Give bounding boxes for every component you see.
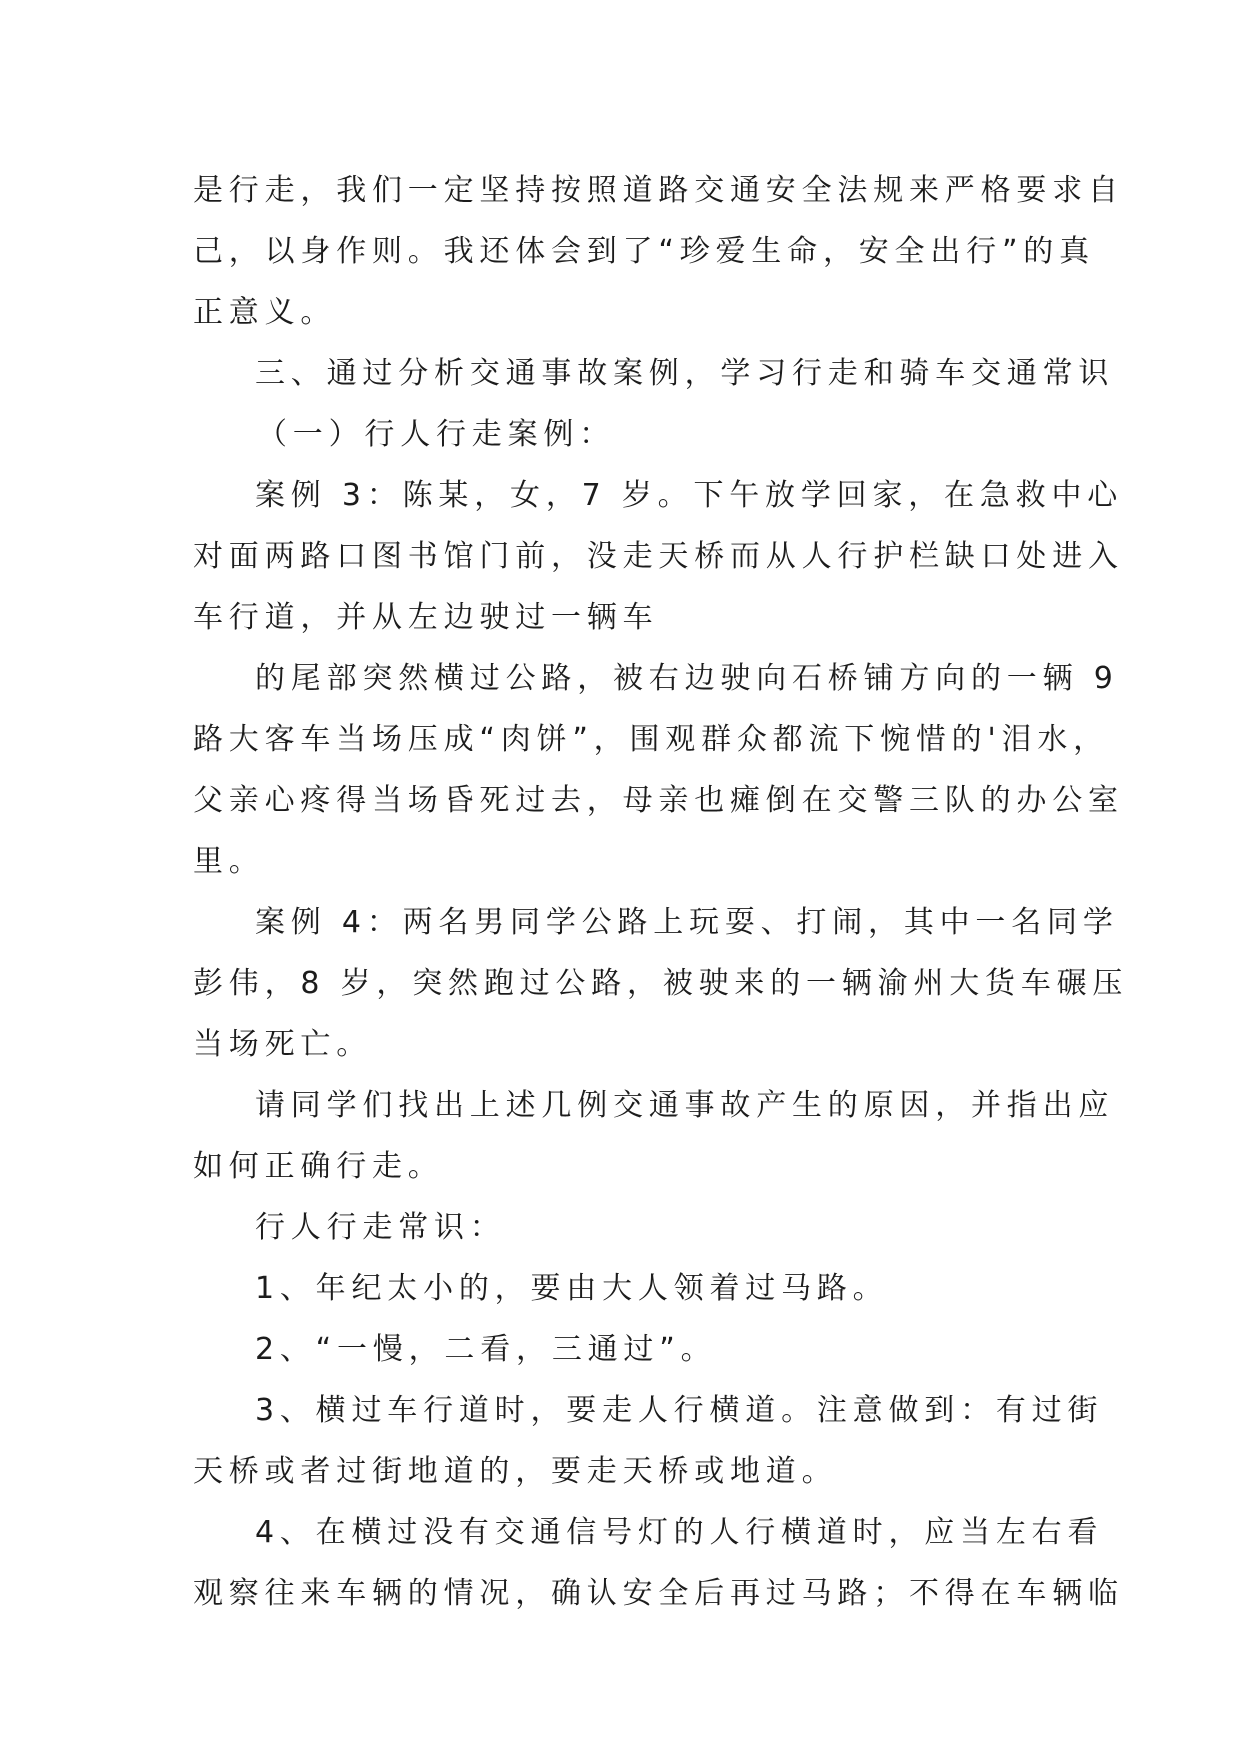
text-line: 彭伟，8 岁，突然跑过公路，被驶来的一辆渝州大货车碾压 — [193, 966, 1129, 1001]
text-line: 对面两路口图书馆门前，没走天桥而从人行护栏缺口处进入 — [193, 539, 1124, 574]
text-line: 父亲心疼得当场昏死过去，母亲也瘫倒在交警三队的办公室 — [193, 783, 1124, 818]
text-line: 案例 3：陈某，女，7 岁。下午放学回家，在急救中心 — [255, 478, 1124, 513]
text-line: 的尾部突然横过公路，被右边驶向石桥铺方向的一辆 9 — [255, 661, 1119, 696]
list-item: 3、横过车行道时，要走人行横道。注意做到：有过街 — [255, 1393, 1104, 1428]
text-line: 车行道，并从左边驶过一辆车 — [193, 600, 659, 635]
document-body — [193, 160, 1129, 1624]
text-line: 当场死亡。 — [193, 1027, 372, 1062]
text-line: 请同学们找出上述几例交通事故产生的原因，并指出应 — [255, 1088, 1115, 1123]
text-line: 天桥或者过街地道的，要走天桥或地道。 — [193, 1454, 838, 1489]
text-line: 里。 — [193, 844, 265, 879]
text-line: 路大客车当场压成“肉饼”，围观群众都流下惋惜的'泪水， — [193, 722, 1109, 757]
list-item: 2、“一慢，二看，三通过”。 — [255, 1332, 717, 1367]
list-item: 4、在横过没有交通信号灯的人行横道时，应当左右看 — [255, 1515, 1104, 1550]
text-line: 是行走，我们一定坚持按照道路交通安全法规来严格要求自 — [193, 173, 1124, 208]
subsection-heading: （一）行人行走案例： — [257, 417, 615, 452]
text-line: 正意义。 — [193, 295, 337, 330]
text-line: 案例 4：两名男同学公路上玩耍、打闹，其中一名同学 — [255, 905, 1119, 940]
text-line: 己，以身作则。我还体会到了“珍爱生命，安全出行”的真 — [193, 234, 1095, 269]
text-line: 观察往来车辆的情况，确认安全后再过马路；不得在车辆临 — [193, 1576, 1124, 1611]
text-line: 行人行走常识： — [255, 1210, 506, 1245]
section-heading: 三、通过分析交通事故案例，学习行走和骑车交通常识 — [255, 356, 1115, 391]
list-item: 1、年纪太小的，要由大人领着过马路。 — [255, 1271, 889, 1306]
text-line: 如何正确行走。 — [193, 1149, 444, 1184]
